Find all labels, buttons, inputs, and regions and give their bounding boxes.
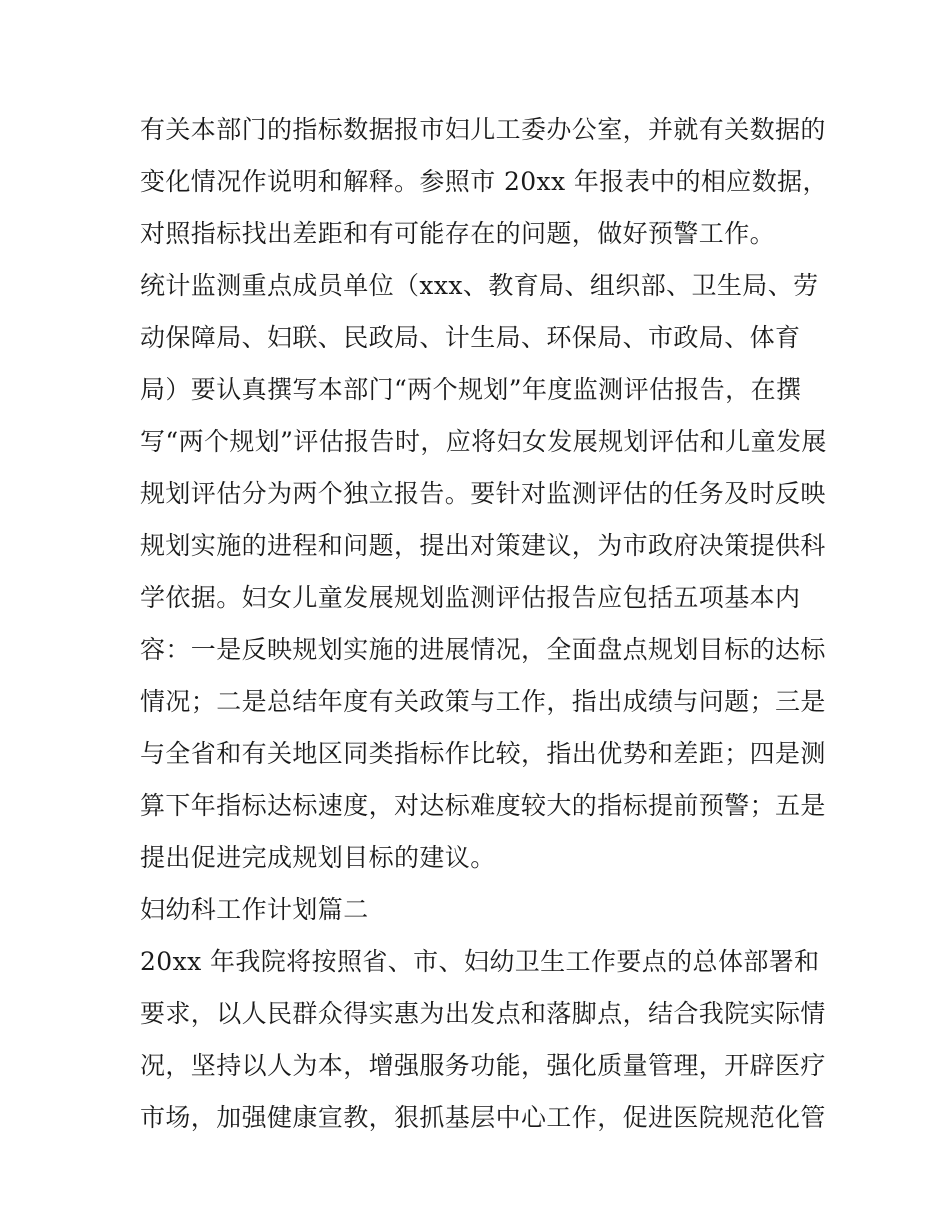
- text-line: 提出促进完成规划目标的建议。: [140, 843, 496, 872]
- document-body: [140, 104, 830, 1144]
- text-line: 要求，以人民群众得实惠为出发点和落脚点，结合我院实际情: [140, 999, 826, 1028]
- text-line: 规划实施的进程和问题，提出对策建议，为市政府决策提供科: [140, 531, 826, 560]
- text-line: 学依据。妇女儿童发展规划监测评估报告应包括五项基本内: [140, 583, 801, 612]
- text-line: 情况；二是总结年度有关政策与工作，指出成绩与问题；三是: [140, 687, 826, 716]
- text-line: 动保障局、妇联、民政局、计生局、环保局、市政局、体育: [140, 323, 801, 352]
- text-line: 与全省和有关地区同类指标作比较，指出优势和差距；四是测: [140, 739, 826, 768]
- text-line: 况，坚持以人为本，增强服务功能，强化质量管理，开辟医疗: [140, 1051, 826, 1080]
- text-line: 市场，加强健康宣教，狠抓基层中心工作，促进医院规范化管: [140, 1103, 826, 1132]
- text-line: 算下年指标达标速度，对达标难度较大的指标提前预警；五是: [140, 791, 826, 820]
- text-line: 规划评估分为两个独立报告。要针对监测评估的任务及时反映: [140, 479, 826, 508]
- text-line: 容：一是反映规划实施的进展情况，全面盘点规划目标的达标: [140, 635, 826, 664]
- text-line: 对照指标找出差距和有可能存在的问题，做好预警工作。: [140, 219, 776, 248]
- section-heading: 妇幼科工作计划篇二: [140, 895, 369, 924]
- text-line: 20xx 年我院将按照省、市、妇幼卫生工作要点的总体部署和: [140, 947, 820, 976]
- text-line: 变化情况作说明和解释。参照市 20xx 年报表中的相应数据，: [140, 167, 828, 196]
- text-line: 局）要认真撰写本部门“两个规划”年度监测评估报告，在撰: [140, 375, 802, 404]
- text-line: 写“两个规划”评估报告时，应将妇女发展规划评估和儿童发展: [140, 427, 827, 456]
- text-line: 统计监测重点成员单位（xxx、教育局、组织部、卫生局、劳: [140, 271, 819, 300]
- text-line: 有关本部门的指标数据报市妇儿工委办公室，并就有关数据的: [140, 115, 826, 144]
